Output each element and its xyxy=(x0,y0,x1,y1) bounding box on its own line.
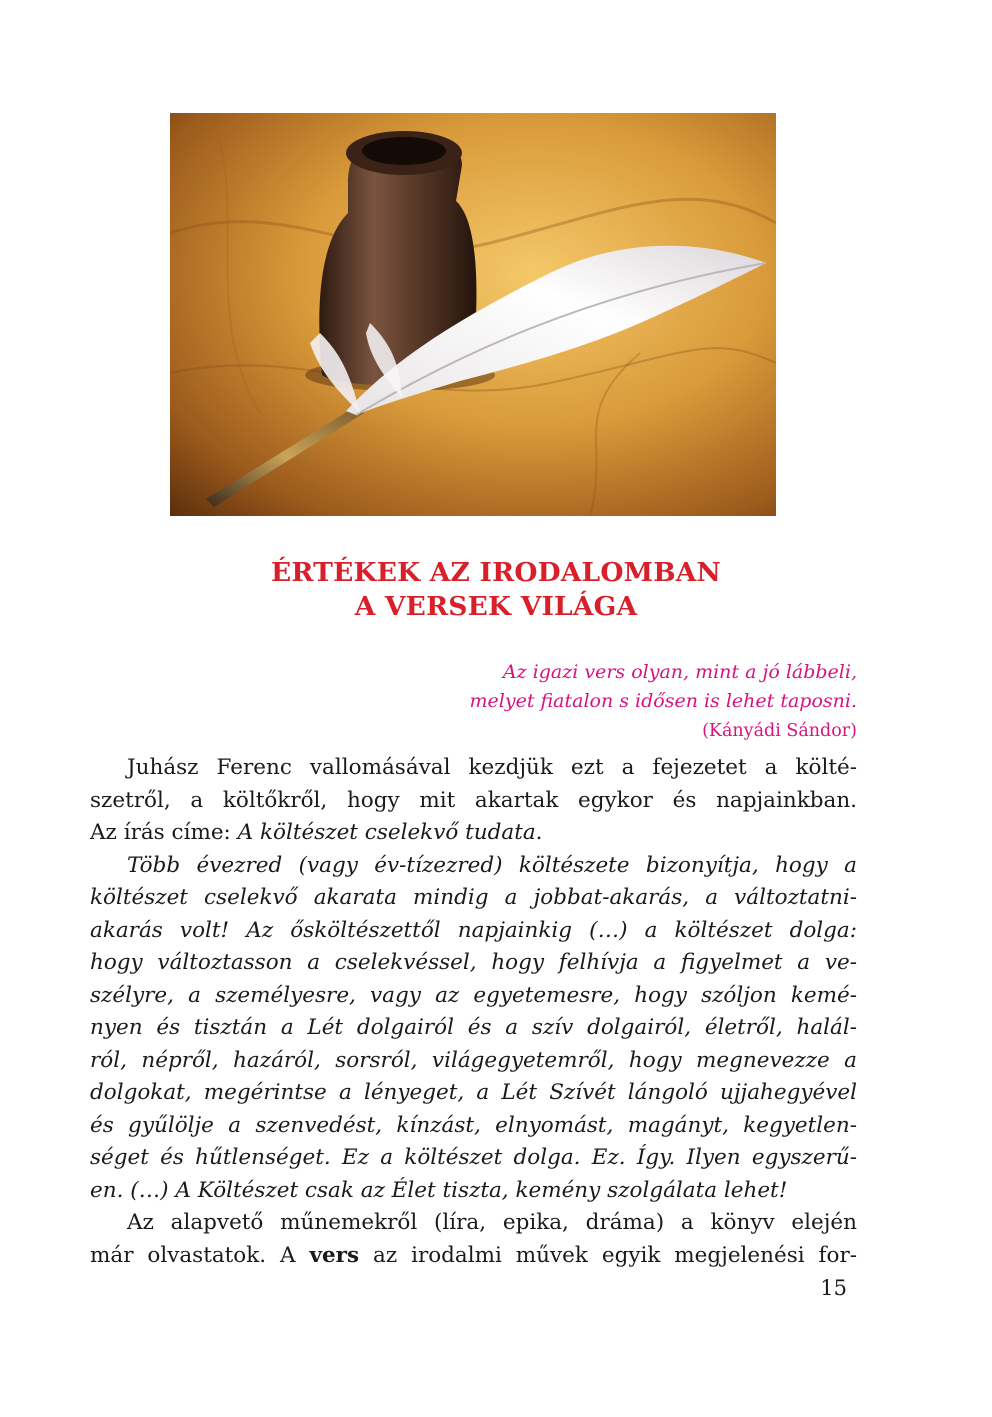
motto-line-1: Az igazi vers olyan, mint a jó lábbeli, xyxy=(502,661,857,683)
para1-line-2: szetről, a költőkről, hogy mit akartak egykor és napjainkban. xyxy=(90,787,857,813)
quote-line-4: hogy változtasson a cselekvéssel, hogy felhívja a figyelmet a ve- xyxy=(90,950,857,975)
para3-line-2-pre: már olvastatok. A xyxy=(90,1242,310,1268)
term-vers: vers xyxy=(309,1242,360,1268)
quote-line-8: dolgokat, megérintse a lényeget, a Lét Szívét lángoló ujjahegyével xyxy=(90,1080,857,1105)
essay-title: A költészet cselekvő tudata. xyxy=(237,820,543,845)
quote-line-7: ról, népről, hazáról, sorsról, világegyetemről, hogy megnevezze a xyxy=(90,1047,857,1073)
inkwell-quill-photo xyxy=(170,113,776,516)
quote-line-6: nyen és tisztán a Lét dolgairól és a szív dolgairól, életről, halál- xyxy=(90,1015,857,1040)
chapter-title-line-1: ÉRTÉKEK AZ IRODALOMBAN xyxy=(271,557,721,588)
quote-line-1: Több évezred (vagy év-tízezred) költészete bizonyítja, hogy a xyxy=(127,852,857,878)
quote-line-5: szélyre, a személyesre, vagy az egyetemesre, hogy szóljon kemé- xyxy=(90,982,857,1008)
para3-line-2 xyxy=(90,1240,857,1273)
body-text xyxy=(90,752,857,1272)
quote-line-10: séget és hűtlenséget. Ez a költészet dolga. Ez. Így. Ilyen egyszerű- xyxy=(90,1145,857,1170)
motto xyxy=(257,658,857,746)
motto-line-2: melyet fiatalon s idősen is lehet taposni. xyxy=(469,690,857,712)
para1-line-1: Juhász Ferenc vallomásával kezdjük ezt a fejezetet a költé- xyxy=(127,755,857,780)
motto-author: (Kányádi Sándor) xyxy=(702,721,857,741)
para1-line-3 xyxy=(90,817,857,850)
para1-line-3-text: Az írás címe: xyxy=(90,820,238,845)
chapter-title xyxy=(0,556,992,624)
para3-line-1: Az alapvető műnemekről (líra, epika, dráma) a könyv elején xyxy=(127,1210,857,1235)
quote-line-3: akarás volt! Az ősköltészettől napjainkig (…) a költészet dolga: xyxy=(90,917,857,943)
para3-line-2-post: az irodalmi művek egyik megjelenési for- xyxy=(359,1242,857,1268)
quote-line-11: en. (…) A Költészet csak az Élet tiszta, kemény szolgálata lehet! xyxy=(90,1177,788,1203)
quote-line-2: költészet cselekvő akarata mindig a jobbat-akarás, a változtatni- xyxy=(90,885,857,910)
chapter-title-line-2: A VERSEK VILÁGA xyxy=(354,591,638,622)
page-number: 15 xyxy=(820,1276,847,1300)
quote-line-9: és gyűlölje a szenvedést, kínzást, elnyomást, magányt, kegyetlen- xyxy=(90,1112,857,1138)
